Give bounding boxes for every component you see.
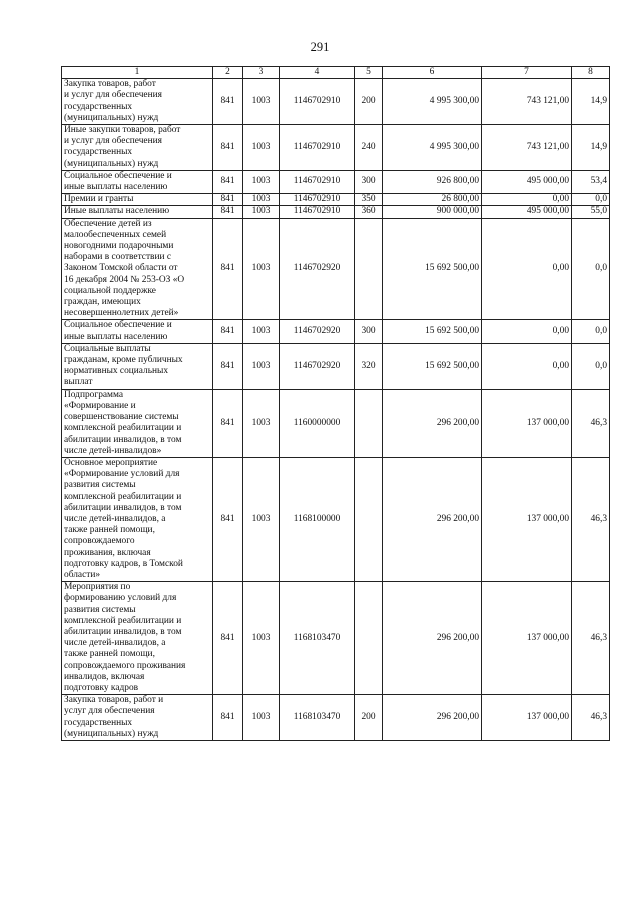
- row-name-line: новогодними подарочными: [64, 241, 174, 252]
- percent-cell: 46,3: [572, 582, 610, 695]
- executed-amount-cell: 0,00: [482, 320, 572, 343]
- table-row: [62, 343, 610, 389]
- row-name-line: инвалидов, включая: [64, 671, 145, 682]
- target-article-cell: 1168100000: [280, 457, 355, 581]
- table-row: [62, 389, 610, 457]
- section-code-cell: 1003: [243, 320, 280, 343]
- row-name-line: абилитации инвалидов, в том: [64, 502, 182, 513]
- row-name-cell: [62, 125, 213, 171]
- column-number: 3: [243, 67, 280, 79]
- table-row: [62, 125, 610, 171]
- row-name-cell: [62, 582, 213, 695]
- row-name-line: Иные закупки товаров, работ: [64, 125, 181, 136]
- row-name-line: сопровождаемого проживания: [64, 660, 186, 671]
- row-name-cell: [62, 79, 213, 125]
- section-code-cell: 1003: [243, 79, 280, 125]
- plan-amount-cell: 4 995 300,00: [383, 79, 482, 125]
- plan-amount-cell: 15 692 500,00: [383, 218, 482, 320]
- plan-amount-cell: 296 200,00: [383, 389, 482, 457]
- table-row: [62, 582, 610, 695]
- admin-code-cell: 841: [213, 125, 243, 171]
- percent-cell: 14,9: [572, 79, 610, 125]
- table-row: [62, 206, 610, 218]
- section-code-cell: 1003: [243, 582, 280, 695]
- row-name-line: развития системы: [64, 604, 136, 615]
- expense-type-cell: 240: [355, 125, 383, 171]
- row-name-line: проживания, включая: [64, 547, 151, 558]
- target-article-cell: 1146702920: [280, 320, 355, 343]
- row-name-line: Обеспечение детей из: [64, 218, 152, 229]
- column-number: 2: [213, 67, 243, 79]
- percent-cell: 0,0: [572, 218, 610, 320]
- row-name-line: Социальное обеспечение и: [64, 170, 172, 181]
- section-code-cell: 1003: [243, 389, 280, 457]
- admin-code-cell: 841: [213, 320, 243, 343]
- row-name-line: числе детей-инвалидов, а: [64, 513, 166, 524]
- executed-amount-cell: 743 121,00: [482, 79, 572, 125]
- percent-cell: 0,0: [572, 194, 610, 206]
- admin-code-cell: 841: [213, 218, 243, 320]
- executed-amount-cell: 495 000,00: [482, 206, 572, 218]
- row-name-line: совершенствование системы: [64, 412, 179, 423]
- table-row: [62, 320, 610, 343]
- row-name-line: формированию условий для: [64, 593, 177, 604]
- row-name-line: Закупка товаров, работ и: [64, 695, 164, 706]
- row-name-cell: [62, 194, 213, 206]
- row-name-line: подготовку кадров: [64, 682, 139, 693]
- row-name-line: развития системы: [64, 480, 136, 491]
- section-code-cell: 1003: [243, 343, 280, 389]
- budget-table: [61, 66, 610, 741]
- target-article-cell: 1160000000: [280, 389, 355, 457]
- admin-code-cell: 841: [213, 457, 243, 581]
- row-name-line: выплат: [64, 377, 93, 388]
- section-code-cell: 1003: [243, 457, 280, 581]
- executed-amount-cell: 137 000,00: [482, 389, 572, 457]
- column-number: 4: [280, 67, 355, 79]
- target-article-cell: 1146702910: [280, 170, 355, 193]
- expense-type-cell: 320: [355, 343, 383, 389]
- plan-amount-cell: 926 800,00: [383, 170, 482, 193]
- row-name-line: абилитации инвалидов, в том: [64, 626, 182, 637]
- expense-type-cell: [355, 582, 383, 695]
- row-name-cell: [62, 695, 213, 741]
- section-code-cell: 1003: [243, 695, 280, 741]
- row-name-line: сопровождаемого: [64, 536, 135, 547]
- table-row: [62, 457, 610, 581]
- target-article-cell: 1146702920: [280, 343, 355, 389]
- expense-type-cell: [355, 218, 383, 320]
- row-name-line: услуг для обеспечения: [64, 706, 155, 717]
- row-name-line: граждан, имеющих: [64, 297, 141, 308]
- plan-amount-cell: 15 692 500,00: [383, 343, 482, 389]
- column-number: 6: [383, 67, 482, 79]
- table-row: [62, 695, 610, 741]
- executed-amount-cell: 137 000,00: [482, 582, 572, 695]
- row-name-line: области»: [64, 569, 101, 580]
- row-name-cell: [62, 343, 213, 389]
- section-code-cell: 1003: [243, 218, 280, 320]
- row-name-line: также ранней помощи,: [64, 649, 155, 660]
- executed-amount-cell: 743 121,00: [482, 125, 572, 171]
- row-name-line: государственных: [64, 147, 133, 158]
- row-name-line: «Формирование условий для: [64, 469, 180, 480]
- executed-amount-cell: 0,00: [482, 343, 572, 389]
- column-number: 5: [355, 67, 383, 79]
- admin-code-cell: 841: [213, 194, 243, 206]
- plan-amount-cell: 26 800,00: [383, 194, 482, 206]
- row-name-line: Социальное обеспечение и: [64, 320, 172, 331]
- column-number-row: [62, 67, 610, 79]
- row-name-line: Основное мероприятие: [64, 457, 158, 468]
- admin-code-cell: 841: [213, 170, 243, 193]
- row-name-line: Иные выплаты населению: [64, 206, 170, 217]
- row-name-line: комплексной реабилитации и: [64, 615, 182, 626]
- row-name-line: государственных: [64, 101, 133, 112]
- percent-cell: 53,4: [572, 170, 610, 193]
- admin-code-cell: 841: [213, 582, 243, 695]
- row-name-cell: [62, 218, 213, 320]
- row-name-line: и услуг для обеспечения: [64, 136, 162, 147]
- row-name-line: гражданам, кроме публичных: [64, 355, 183, 366]
- row-name-cell: [62, 170, 213, 193]
- percent-cell: 0,0: [572, 320, 610, 343]
- executed-amount-cell: 0,00: [482, 194, 572, 206]
- row-name-cell: [62, 457, 213, 581]
- section-code-cell: 1003: [243, 194, 280, 206]
- plan-amount-cell: 4 995 300,00: [383, 125, 482, 171]
- expense-type-cell: 200: [355, 79, 383, 125]
- row-name-line: социальной поддержке: [64, 285, 156, 296]
- table-row: [62, 170, 610, 193]
- percent-cell: 46,3: [572, 695, 610, 741]
- plan-amount-cell: 296 200,00: [383, 457, 482, 581]
- row-name-cell: [62, 206, 213, 218]
- section-code-cell: 1003: [243, 206, 280, 218]
- percent-cell: 46,3: [572, 389, 610, 457]
- target-article-cell: 1146702920: [280, 218, 355, 320]
- expense-type-cell: [355, 389, 383, 457]
- row-name-line: Мероприятия по: [64, 582, 131, 593]
- section-code-cell: 1003: [243, 125, 280, 171]
- row-name-line: числе детей-инвалидов»: [64, 445, 162, 456]
- admin-code-cell: 841: [213, 206, 243, 218]
- admin-code-cell: 841: [213, 79, 243, 125]
- plan-amount-cell: 296 200,00: [383, 582, 482, 695]
- expense-type-cell: 360: [355, 206, 383, 218]
- row-name-cell: [62, 320, 213, 343]
- expense-type-cell: 300: [355, 320, 383, 343]
- column-number: 8: [572, 67, 610, 79]
- target-article-cell: 1146702910: [280, 194, 355, 206]
- row-name-line: Подпрограмма: [64, 389, 124, 400]
- row-name-line: (муниципальных) нужд: [64, 158, 159, 169]
- row-name-line: комплексной реабилитации и: [64, 491, 182, 502]
- row-name-line: несовершеннолетних детей»: [64, 308, 179, 319]
- plan-amount-cell: 900 000,00: [383, 206, 482, 218]
- table-row: [62, 79, 610, 125]
- row-name-line: Закупка товаров, работ: [64, 79, 156, 90]
- executed-amount-cell: 0,00: [482, 218, 572, 320]
- plan-amount-cell: 296 200,00: [383, 695, 482, 741]
- target-article-cell: 1168103470: [280, 582, 355, 695]
- row-name-cell: [62, 389, 213, 457]
- target-article-cell: 1146702910: [280, 206, 355, 218]
- column-number: 7: [482, 67, 572, 79]
- executed-amount-cell: 137 000,00: [482, 457, 572, 581]
- row-name-line: абилитации инвалидов, в том: [64, 434, 182, 445]
- percent-cell: 14,9: [572, 125, 610, 171]
- admin-code-cell: 841: [213, 695, 243, 741]
- table-row: [62, 218, 610, 320]
- expense-type-cell: 350: [355, 194, 383, 206]
- row-name-line: (муниципальных) нужд: [64, 112, 159, 123]
- row-name-line: иные выплаты населению: [64, 182, 168, 193]
- plan-amount-cell: 15 692 500,00: [383, 320, 482, 343]
- row-name-line: (муниципальных) нужд: [64, 728, 159, 739]
- section-code-cell: 1003: [243, 170, 280, 193]
- column-number: 1: [62, 67, 213, 79]
- row-name-line: числе детей-инвалидов, а: [64, 638, 166, 649]
- percent-cell: 46,3: [572, 457, 610, 581]
- percent-cell: 0,0: [572, 343, 610, 389]
- row-name-line: «Формирование и: [64, 400, 136, 411]
- row-name-line: иные выплаты населению: [64, 331, 168, 342]
- row-name-line: Премии и гранты: [64, 194, 134, 205]
- expense-type-cell: [355, 457, 383, 581]
- percent-cell: 55,0: [572, 206, 610, 218]
- executed-amount-cell: 137 000,00: [482, 695, 572, 741]
- expense-type-cell: 300: [355, 170, 383, 193]
- target-article-cell: 1146702910: [280, 125, 355, 171]
- row-name-line: подготовку кадров, в Томской: [64, 558, 183, 569]
- expense-type-cell: 200: [355, 695, 383, 741]
- target-article-cell: 1146702910: [280, 79, 355, 125]
- row-name-line: малообеспеченных семей: [64, 229, 167, 240]
- admin-code-cell: 841: [213, 389, 243, 457]
- row-name-line: Социальные выплаты: [64, 343, 151, 354]
- row-name-line: также ранней помощи,: [64, 525, 155, 536]
- row-name-line: 16 декабря 2004 № 253-ОЗ «О: [64, 274, 185, 285]
- row-name-line: нормативных социальных: [64, 366, 169, 377]
- row-name-line: комплексной реабилитации и: [64, 423, 182, 434]
- row-name-line: государственных: [64, 717, 133, 728]
- target-article-cell: 1168103470: [280, 695, 355, 741]
- table-row: [62, 194, 610, 206]
- row-name-line: наборами в соответствии с: [64, 252, 172, 263]
- page-number: 291: [310, 40, 330, 54]
- executed-amount-cell: 495 000,00: [482, 170, 572, 193]
- admin-code-cell: 841: [213, 343, 243, 389]
- row-name-line: и услуг для обеспечения: [64, 90, 162, 101]
- row-name-line: Законом Томской области от: [64, 263, 178, 274]
